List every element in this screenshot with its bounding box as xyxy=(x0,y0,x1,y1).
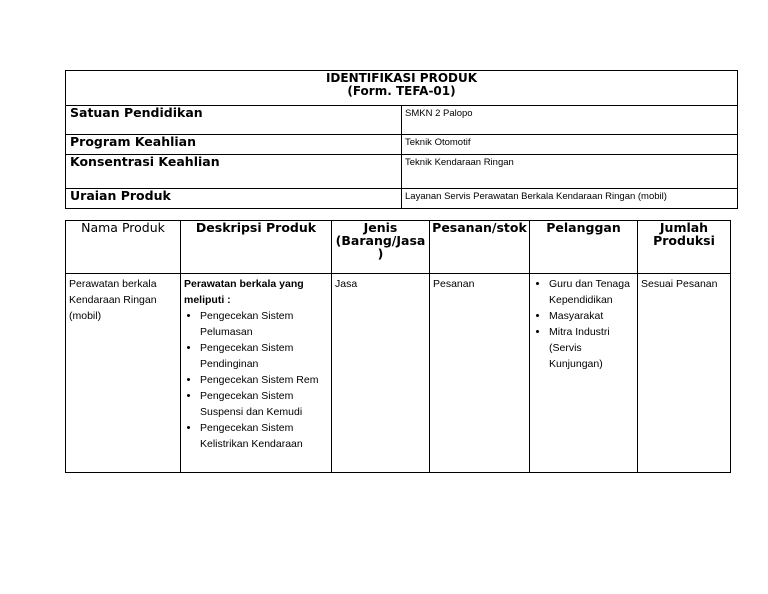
customer-item: • Masyarakat xyxy=(549,308,634,324)
value-satuan-pendidikan: SMKN 2 Palopo xyxy=(402,106,738,135)
description-list xyxy=(184,308,328,452)
header-nama-produk: Nama Produk xyxy=(66,221,181,274)
document-title: IDENTIFIKASI PRODUK xyxy=(325,71,478,85)
description-item: • Pengecekan Sistem Pendinginan xyxy=(200,340,328,372)
header-deskripsi-produk: Deskripsi Produk xyxy=(181,221,332,274)
header-jenis xyxy=(332,221,430,274)
cell-jenis: Jasa xyxy=(332,274,430,473)
value-program-keahlian: Teknik Otomotif xyxy=(402,135,738,155)
row-konsentrasi-keahlian xyxy=(66,155,738,189)
row-program-keahlian xyxy=(66,135,738,155)
header-jenis-line2: (Barang/Jasa xyxy=(335,233,426,248)
header-jenis-line3: ) xyxy=(377,246,384,261)
cell-jumlah-produksi: Sesuai Pesanan xyxy=(638,274,731,473)
product-row xyxy=(66,274,731,473)
label-satuan-pendidikan: Satuan Pendidikan xyxy=(66,106,402,135)
value-uraian-produk: Layanan Servis Perawatan Berkala Kendaraan Ringan (mobil) xyxy=(402,189,738,209)
description-item: • Pengecekan Sistem Suspensi dan Kemudi xyxy=(200,388,328,420)
label-uraian-produk: Uraian Produk xyxy=(66,189,402,209)
row-uraian-produk xyxy=(66,189,738,209)
header-jumlah-produksi xyxy=(638,221,731,274)
label-konsentrasi-keahlian: Konsentrasi Keahlian xyxy=(66,155,402,189)
cell-nama-produk: Perawatan berkala Kendaraan Ringan (mobil) xyxy=(66,274,181,473)
header-jenis-line1: Jenis xyxy=(363,220,398,235)
description-title: Perawatan berkala yang meliputi : xyxy=(184,278,304,306)
identification-table xyxy=(65,70,738,209)
header-jumlah-line2: Produksi xyxy=(653,233,715,248)
header-pesanan-stok: Pesanan/stok xyxy=(430,221,530,274)
description-item: • Pengecekan Sistem Pelumasan xyxy=(200,308,328,340)
form-code: (Form. TEFA-01) xyxy=(347,84,456,98)
customer-item: • Mitra Industri (Servis Kunjungan) xyxy=(549,324,634,372)
product-header-row xyxy=(66,221,731,274)
cell-pesanan-stok: Pesanan xyxy=(430,274,530,473)
cell-pelanggan xyxy=(530,274,638,473)
cell-deskripsi-produk xyxy=(181,274,332,473)
customer-list xyxy=(533,276,634,372)
label-program-keahlian: Program Keahlian xyxy=(66,135,402,155)
identification-header xyxy=(66,71,738,106)
header-pelanggan: Pelanggan xyxy=(530,221,638,274)
header-jumlah-line1: Jumlah xyxy=(659,220,709,235)
customer-item: • Guru dan Tenaga Kependidikan xyxy=(549,276,634,308)
value-konsentrasi-keahlian: Teknik Kendaraan Ringan xyxy=(402,155,738,189)
description-item: • Pengecekan Sistem Kelistrikan Kendaraan xyxy=(200,420,328,452)
description-item: • Pengecekan Sistem Rem xyxy=(200,372,328,388)
row-satuan-pendidikan xyxy=(66,106,738,135)
product-table xyxy=(65,220,731,473)
